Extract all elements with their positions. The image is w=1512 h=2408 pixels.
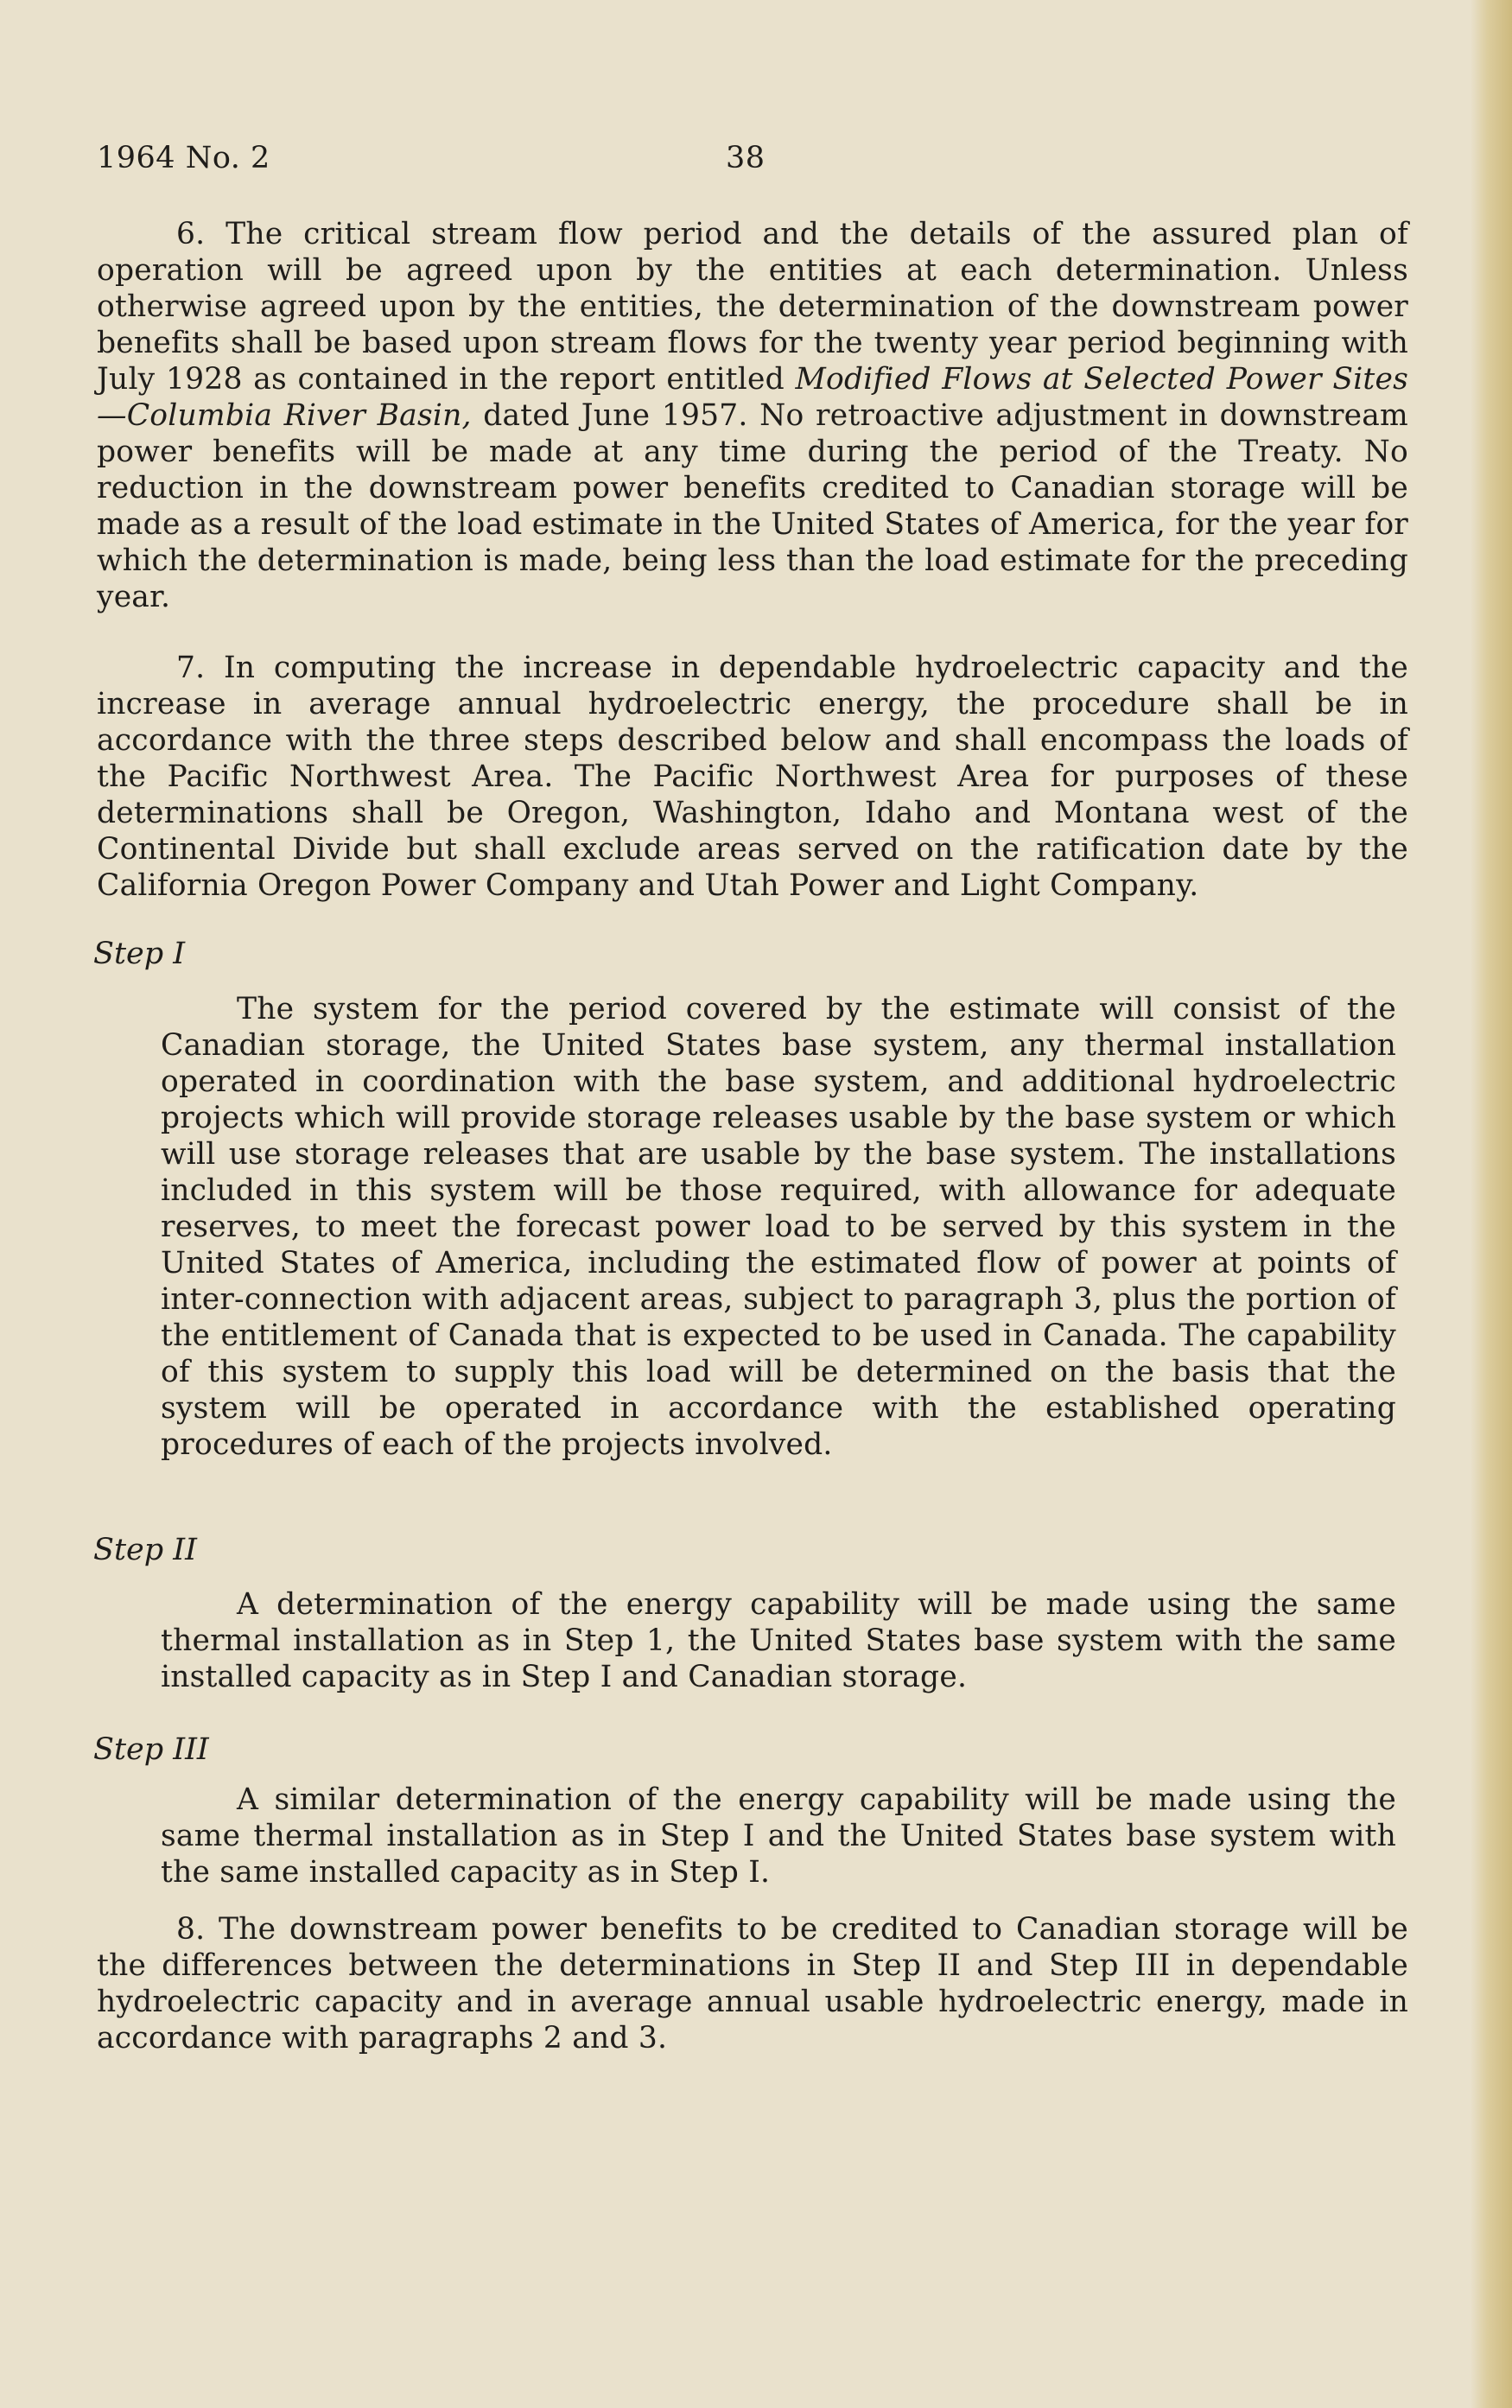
paragraph-6-text — [97, 216, 1408, 615]
paragraph-8-text: 8. The downstream power benefits to be credited to Canadian storage will be the differences between the determinations in Step II and Step III in dependable hydroelectric capacity and in average annual usable hydroelectric energy, made in accordance with paragraphs 2 and 3. — [97, 1912, 1408, 2055]
step-2-text: A determination of the energy capability will be made using the same thermal installation as in Step 1, the United States base system with the same installed capacity as in Step I and Canadian storage. — [161, 1587, 1396, 1694]
report-title: Modified Flows at Selected Power Sites—Columbia River Basin, — [97, 362, 1409, 433]
page-header — [97, 141, 766, 175]
step-2-body — [161, 1586, 1396, 1695]
paragraph-8 — [97, 1911, 1408, 2056]
page-edge-shadow — [1471, 0, 1512, 2408]
paragraph-6-before-title: 6. The critical stream flow period and the details of the assured plan of operation will be agreed upon by the entities at each determination. Unless otherwise agreed upon by the entities, the determination of the downstream power benefits shall be based upon stream flows for the twenty year period beginning with July 1928 as contained in the report entitled — [97, 217, 1408, 397]
step-2-heading: Step II — [93, 1533, 197, 1567]
paragraph-7-text: 7. In computing the increase in dependable hydroelectric capacity and the increase in average annual hydroelectric energy, the procedure shall be in accordance with the three steps described below and shall encompass the loads of the Pacific Northwest Area. The Pacific Northwest Area for purposes of these determinations shall be Oregon, Washington, Idaho and Montana west of the Continental Divide but shall exclude areas served on the ratification date by the California Oregon Power Company and Utah Power and Light Company. — [97, 651, 1408, 903]
step-1-heading: Step I — [93, 937, 186, 971]
page-number: 38 — [726, 141, 766, 175]
paragraph-6 — [97, 216, 1408, 615]
step-1-text: The system for the period covered by the estimate will consist of the Canadian storage, the United States base system, any thermal installation operated in coordination with the base system, and additional hydroelectric projects which will provide storage releases usable by the base system or which will use storage releases that are usable by the base system. The installations included in this system will be those required, with allowance for adequate reserves, to meet the forecast power load to be served by this system in the United States of America, including the estimated flow of power at points of inter-connection with adjacent areas, subject to paragraph 3, plus the portion of the entitlement of Canada that is expected to be used in Canada. The capability of this system to supply this load will be determined on the basis that the system will be operated in accordance with the established operating procedures of each of the projects involved. — [161, 992, 1396, 1462]
paragraph-7 — [97, 650, 1408, 904]
step-3-text: A similar determination of the energy capability will be made using the same thermal installation as in Step I and the United States base system with the same installed capacity as in Step I. — [161, 1782, 1396, 1890]
step-3-heading: Step III — [93, 1732, 209, 1767]
step-3-body — [161, 1782, 1396, 1890]
paragraph-6-after-title: dated June 1957. No retroactive adjustment in downstream power benefits will be made at any time during the period of the Treaty. No reduction in the downstream power benefits credited to Canadian storage will be made as a result of the load estimate in the United States of America, for the year for which the determination is made, being less than the load estimate for the preceding year. — [97, 398, 1408, 614]
step-1-body — [161, 991, 1396, 1463]
document-reference: 1964 No. 2 — [97, 141, 270, 175]
